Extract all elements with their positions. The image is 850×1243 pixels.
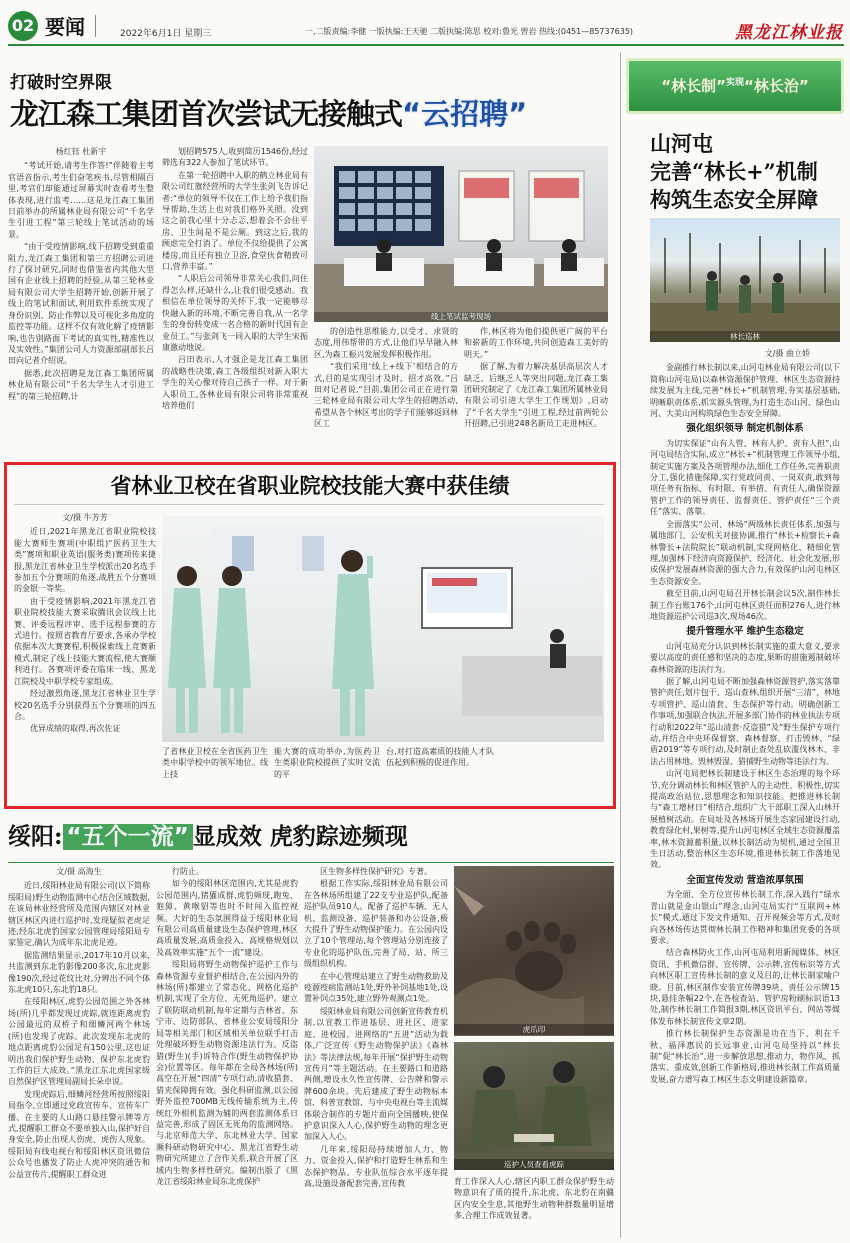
- bottom-article-col1: [8, 866, 150, 1238]
- page-number: 02: [11, 16, 35, 35]
- sidebar-paragraph: 据了解,山河屯局不断加强森林资源管护,落实落靠管护责任,划片包干、巡山查林,组织开展“三清”、林地专项管护、巡山清套、生态保护等行动。明确创新工作事项,加强联合执法,开展多部门协作的林业执法专项行动和2022年“巡山清套·反盗猎”及“野生保护专项行动,并结合中央环保督察、森林督察、打击毁林、“绿盾2019”等专项行动,及时制止查处乱砍滥伐林木、非法占用林地、毁林毁湿、猎捕野生动物等违法行为。: [650, 676, 840, 766]
- top-article-kicker: 打破时空界限: [10, 73, 112, 93]
- patrol-team-illustration: [454, 1042, 614, 1170]
- bottom-article-col2: [156, 866, 298, 1238]
- bottom-article-paragraph: 行防止。: [172, 867, 204, 876]
- top-article-paragraph: 吕田表示,人才强企是龙江森工集团的战略性决策,森工各级组织对新入职大学生的关心像对待自己孩子一样。对于新入职员工,各林业局有限公司将非常重视培养他们: [162, 355, 308, 410]
- bottom-article-paragraph: 如今的绥阳林区范围内,尤其是虎豹公园范围内,猪獾成群,虎豹频现,跑兔、狍獐、黄喉貂等也时不时闯入监控视频。大好的生态氛围得益于绥阳林业局有限公司高质量建设生态保护管理,林区高质量发展,高质金投入、高规格规划以及高效率实施“五个一流”建设。: [156, 879, 298, 957]
- bottom-article-paragraph: 在绥阳林区,虎豹公园范围之外各林场(所)几乎都发现过虎踪,就连距离虎豹公园最远的双桥子和细鳞河两个林场(所)也发现了虎踪。此次发现东北虎的地点距离虎豹公园足有150公里,这也证明出我们保护野生动物、保护东北虎豹工作的巨大成效。”黑龙江东北虎国家级自然保护区管理局副局长朵卓说。: [8, 997, 150, 1087]
- sidebar-section-heading: 强化组织领导 制定机制体系: [686, 423, 804, 435]
- mid-article-paragraph: 近日,2021年黑龙江省职业院校技能大赛师生赛项(中职组)“医药卫生大类”赛项和职业英语(服务类)赛项传来捷报,黑龙江省林业卫生学校派出20名选手参加五个分赛项的角逐,战胜五个分赛项的金银一等奖。: [14, 527, 156, 594]
- bottom-article-paragraph: 绥阳林业局有限公司创新宣传教育机制,以宣教工作进基层、进社区、进家庭、进校园、进网络的“五进”活动为载体,广泛宣传《野生动物保护法》《森林法》等法律法规,每年开展“保护野生动物宣传月”等主题活动。在主要路口和道路两侧,增设永久性宣传牌、公告牌和警示牌600余块。先后建成了野生动物标本馆、科普宣教馆、与中央电视台等主流媒体联合制作的专题片面向全国播映,使保护意识深入人心,保护野生动物的理念更加深入人心。: [304, 1006, 448, 1142]
- bottom-article-paragraph: 几年来,绥阳局持续增加人力、物力、资金投入,保护和打造野生林系和生态保护物品、专业队伍综合水平逐年提高,设施设备配套完善,宣传教: [304, 1144, 448, 1188]
- editors-line: 一,二版责编:李健 一版执编:王天驰 二版执编:陈思 校对:鲁光 曾岩 热线:(0451—85737635): [305, 27, 634, 36]
- sidebar-paragraph: 山河屯局充分认识到林长制实施的重大意义,要求要以高度的责任感和坚决的态度,果断的措施遏制破坏森林资源的违法行为。: [650, 641, 840, 674]
- top-article-paragraph: 据了解,为着力解决基层高层次人才缺乏、后继乏人等突出问题,龙江森工集团研究制定了《龙江森工集团所属林业局有限公司引进大学生工作规划》,启动了“千名大学生”引进工程,经过前两轮公开招聘,已引进248名新员工走进林区。: [464, 362, 608, 429]
- mid-article-col1: [14, 512, 156, 800]
- mid-article-byline: 文/摄 牛芳芳: [62, 513, 108, 522]
- sidebar-title-line3: 构筑生态安全屏障: [650, 187, 818, 212]
- mid-article-title: 省林业卫校在省职业院校技能大赛中获佳绩: [110, 473, 510, 498]
- sidebar-title-line1: 山河屯: [650, 131, 713, 156]
- bottom-article-paragraph: 据监测结果显示,2017年10月以来,共监测到东北豹影像200多次,东北虎影像190次,经过花纹比对,分辨出不同个体东北虎10只,东北豹18只。: [8, 950, 150, 995]
- top-article-paragraph: “人职后公司领导非常关心我们,问住得怎么样,还缺什么,让我们很受感动。我相信在单位领导的关怀下,我一定能够尽快融入新的环境,不断完善自我,从一名学生的身份转变成一名合格的新时代国有企业员工。”与张剑飞一同入职的大学生宋振康激动地说。: [162, 274, 308, 352]
- top-article-photo: [314, 146, 608, 322]
- bottom-article-paragraph: 发现虎踪后,细鳞河经营所按照绥阳局指令,立即通过党政宣传车、宣传车广播、在主要的人山路口悬挂警示牌等方式,提醒职工群众不要单独入山,保护好自身安全,防止出现人伤虎、虎伤人现象。绥阳局有线电视台和绥阳林区资讯微信公众号也播发了防止人虎冲突的通告和公益宣传片,提醒职工群众进: [8, 1089, 150, 1179]
- bottom-article-paragraph: 育工作深入人心,辖区内职工群众保护野生动物意识有了质的提升,东北虎、东北豹在南疆区内安全生息,其他野生动物种群数量明显增多,合理工作成效显著。: [454, 1177, 614, 1221]
- mid-article-photo: [162, 516, 604, 742]
- bottom-article-paragraph: 近日,绥阳林业局有限公司(以下简称绥阳局)野生动物监测中心结合区域数据,在该局林业经营所及范围内辖区对林业辖区林区内进行巡护时,发现疑似老虎足迹,经东北虎豹国家公园管理局绥阳局专家鉴定,确认为成年东北虎足迹。: [8, 881, 150, 948]
- sidebar-banner-text: [626, 75, 844, 96]
- bottom-article-title-rest: 显成效 虎豹踪迹频现: [192, 823, 408, 850]
- bottom-article-byline: 文/摄 高海生: [56, 867, 102, 876]
- top-article-col3: [314, 326, 458, 440]
- top-article-paragraph: 划招聘575人,收到简历1546份,经过筛选有322人参加了笔试环节。: [162, 147, 308, 168]
- exam-room-illustration: [314, 146, 608, 322]
- sidebar-paragraph: 全面落实“公司、林场”两级林长责任体系,加强与属地部门、公安机关对接协调,推行“林长+检察长+森林警长+法院院长”联动机制,实现网格化、精细化管理,加强林下经济向资源保护、经济化、社会化发展,形成保护发展森林资源的强大合力,有效保护山河屯林区生态资源安全。: [650, 519, 840, 586]
- sidebar-banner: [626, 58, 844, 114]
- bottom-article-photo-2-caption: 巡护人员查看虎踪: [454, 1159, 614, 1170]
- top-article-paragraph: 据悉,此次招聘是龙江森工集团所属林业局有限公司“千名大学生人才引进工程”的第三轮招聘,计: [8, 368, 154, 401]
- bottom-article-col3: [304, 866, 448, 1238]
- sidebar-photo: [650, 218, 840, 342]
- masthead-divider: [95, 15, 96, 37]
- masthead: [0, 0, 850, 46]
- sidebar-banner-left: “林长制”: [661, 77, 726, 95]
- mid-article-paragraph: 台,对打造高素质的技能人才队伍起到积极的促进作用。: [386, 747, 494, 768]
- forest-patrol-illustration: [650, 218, 840, 342]
- mid-article-paragraph: 经过激烈角逐,黑龙江省林业卫生学校20名选手分别获得五个分赛项的四五合。: [14, 689, 156, 721]
- mid-article-paragraph: 了省林业卫校在全省医药卫生类中职学校中的领军地位。线上技: [162, 747, 268, 779]
- sidebar-section-heading: 提升管理水平 维护生态稳定: [686, 626, 804, 638]
- bottom-article-title-highlight: “五个一流”: [63, 824, 193, 850]
- sidebar-paragraph: 金副推行林长制以来,山河屯林业局有限公司(以下简称山河屯局)以森林资源保护管理、林区生态资源持续发展为主线,完善“林长+”机制管理,夯实基层基础,明晰职责体系,抓实源头管理,为打造生态山河、绿色山河、大美山河构筑绿色生态安全屏障。: [650, 363, 840, 419]
- top-article-col1: [8, 146, 154, 440]
- mid-article-col4: [386, 746, 494, 800]
- masthead-rule: [8, 44, 844, 46]
- bottom-article-col4: [454, 1176, 614, 1238]
- bottom-article-photo-1: [454, 866, 614, 1036]
- top-article-title: [10, 92, 620, 133]
- mid-article-paragraph: 优异成绩的取得,再次佐证: [30, 724, 121, 734]
- bottom-article-title: [8, 818, 618, 858]
- contest-room-illustration: [162, 516, 604, 742]
- top-article-paragraph: “由于受疫情影响,线下招聘受到重重阻力,龙江森工集团和第三方招聘公司进行了探讨研究,同时也借鉴省内其他大型国有企业线上招聘的经验,从第三轮林业局有限公司大学生招聘开始,创新开展了线上的笔试和面试,利用软件系统实现了身份识别、防止作弊以及可视化多角度的监控等功能。这样不仅有效化解了疫情影响,也告别路面下考试的真实性,精准性以及实效性。”集团公司人力资源部副部长吕田向记者介绍说。: [8, 242, 154, 366]
- bottom-article-paragraph: 区生物多样性保护研究》专著。: [320, 867, 432, 876]
- bottom-article-photo-2: [454, 1042, 614, 1170]
- top-article-paragraph: 在第一轮招聘中入职的鹤立林业局有限公司红旗经营所的大学生张剑飞告诉记者:“单位的领导不仅在工作上给予我们指导帮助,生活上也对我们格外关照。没到这之前我心里十分忐忑,想着会不会住平房、卫生间是不是公厕。到这之后,我的顾虑完全打消了。单位不仅给提供了公寓楼房,而且还有独立卫浴,食堂伙食精致可口,营养丰富。”: [162, 170, 308, 272]
- section-title: 要闻: [45, 15, 85, 39]
- sidebar-banner-mid: 实: [725, 78, 735, 88]
- sidebar-title-line2: 完善“林长+”机制: [650, 159, 818, 184]
- sidebar-paragraph: 为切实保证“山有人管、林有人护、责有人担”,山河屯局结合实际,成立“林长+”机制管理工作领导小组,制定实施方案及各项管理办法,细化工作任务,完善职责分工,强化措施保障,实行党政同责、一岗双责,敢到每项任务有指标、有时限、有举措、有责任人,确保资源管护工作的领导责任、监督责任、管护责任“三个责任”落实、落靠。: [650, 438, 840, 517]
- sidebar-photo-caption: 林长巡林: [650, 331, 840, 342]
- issue-date: 2022年6月1日 星期三: [120, 29, 212, 39]
- bottom-article-paragraph: 绥阳局将野生动物保护巡护工作与森林资源专业督护相结合,在公园内外的林场(所)都建立了常态化、网格化巡护机制,实现了全方位、无死角巡护。建立了联防联动机制,每年定期与吉林省、东宁市、边防部队、省林业公安局绥阳分局等相关部门和区域相关单位联手打击处理破坏野生动物资源违法行为。反盗猎(野生)(手)诉特合作(野生动物保护协会)位置等区。每年都在全局各林场(所)高空在开展“四清”专项行动,清收猎套、猎夹保障拥有效。强化科研监测,以公园野外监控700MB无线传输系统为主,传统红外相机监测为辅的两套监测体系日益完善,形成了固区无死角的监测网络。与北京师范大学、东北林业大学、国家濒科研动物研究中心、黑龙江省野生动物研究所建立了合作关系,联合开展了区域内生物多样性研究。编制出版了《黑龙江省绥阳林业局东北虎保护: [156, 960, 298, 1186]
- sidebar-section-heading: 全面宣传发动 营造浓厚氛围: [686, 874, 804, 886]
- top-article-paragraph: 的创造性思维能力,以受才、求贤的态度,用伟帮带的方式,让他们早早融入林区,为森工振兴发展发挥积极作用。: [314, 327, 458, 359]
- top-article-paragraph: “我们采用‘线上+线下’相结合的方式,目的是实现引才及时、招才高效。”吕田对记者说,“目前,集团公司正在进行第三轮林业局有限公司大学生的招聘活动,希望从各个林区考出的学子们能够返回林区工: [314, 362, 458, 429]
- sidebar-paragraph: 结合森林防火工作,山河屯局利用新闻媒体、林区资讯、手机微信群、宣传牌、公示牌,宣传标识等方式向林区职工宣传林长制的意义及目的,让林长制家喻户晓。目前,林区制作安装宣传牌39块、责任公示牌15块,悬挂条幅22个,在各检查站、管护房粉刷标识语13处,制作林长制工作简报3期,林区资讯平台、网站等媒体发布林长制宣传文章2期。: [650, 948, 840, 1026]
- mid-article-paragraph: 由于受疫情影响,2021年黑龙江省职业院校技能大赛采取腾讯会议线上比赛、评委远程评审、选手远程参赛的方式进行。按照省教育厅要求,各承办学校依据本次大赛赛程,积极探索线上竞赛新模式,制定了线上技能大赛流程,使大赛顺利进行。各赛项评委在临床一线、黑龙江院校及中职学校专家组成。: [14, 596, 156, 686]
- top-article-photo-caption: 线上笔试监考现场: [314, 312, 608, 322]
- top-article-col4: [464, 326, 608, 440]
- bottom-article-title-rule: [8, 862, 614, 863]
- mid-article-col3: [274, 746, 380, 800]
- mid-article-title-rule: [14, 504, 604, 505]
- sidebar-paragraph: 为全面、全方位宣传林长制工作,深入践行“绿水青山就是金山银山”理念,山河屯局实行“互联网+林长”模式,通过下发文件通知、召开视频会等方式,及时向各林场传达贯彻林长制工作精神和集团党委的各项要求。: [650, 890, 840, 945]
- top-article-byline: 杨红钰 杜新宇: [55, 147, 107, 156]
- bottom-article-paragraph: 在中心管理站建立了野生动物救助及疫源疫病监测站1处,野外补饲基地1处,设置补饲点35处,建立野外观测点1处。: [304, 971, 448, 1004]
- mid-article-paragraph: 能大赛的成功举办,为医药卫生类职业院校提供了实时交流的平: [274, 747, 380, 779]
- top-article-paragraph: “考试开始,请考生作答!”伴随着主考官语音指示,考生们奋笔疾书,尽管相隔百里,考官们却能通过屏幕实时查看考生整体表现,进行监考……这是龙江森工集团日前举办的所属林业局有限公司“千名学生引进工程”第三轮线上笔试活动的场景。: [8, 161, 154, 239]
- sidebar-body: [650, 348, 840, 1238]
- sidebar-paragraph: 截至目前,山河屯局召开林长制会议5次,制作林长制工作台账176个,山河屯林区责任面积276人,进行林地资源巡护公司巡3次,现场46次。: [650, 589, 840, 621]
- sidebar-banner-mid2: 现: [735, 78, 745, 88]
- paper-logo: 黑龙江林业报: [735, 23, 843, 43]
- sidebar-paragraph: 推行林长制保护生态资源是功在当下、利在千秋、福泽惠民的长远事业,山河屯局坚持以“林长制”促“林长治”,进一步解放思想,推动力、物作风、抓落实、重成效,创新工作新格局,推进林长制工作高质量发展,奋力谱写森工林区生态文明建设新篇章。: [650, 1029, 840, 1084]
- top-article-title-main: 龙江森工集团首次尝试无接触式: [10, 97, 403, 131]
- top-article-paragraph: 作,林区将为他们提供更广阔的平台和崭新的工作环境,共同创造森工美好的明天。”: [464, 327, 608, 359]
- tiger-pawprint-illustration: [454, 866, 614, 1036]
- bottom-article-photo-1-caption: 虎爪印: [454, 1024, 614, 1035]
- sidebar-divider: [620, 52, 621, 1238]
- sidebar-byline: 文/摄 曲立娇: [764, 349, 810, 358]
- sidebar-banner-right: “林长治”: [744, 77, 809, 95]
- bottom-article-title-prefix: 绥阳:: [8, 823, 63, 850]
- top-article-title-highlight: “云招聘”: [402, 97, 528, 131]
- top-article-col2: [162, 146, 308, 440]
- mid-article-col2: [162, 746, 268, 800]
- sidebar-paragraph: 山河屯局把林长制建设于林区生态治理的每个环节,充分调动林长和林区管护人的主动性、积极性,切实提高政治站位,思想理念和知识技能。把推进林长制与“森工增材日”相结合,组织广大干部职工深入山林开展植树活动。在局址及各林场开展生态家园建设行动,教育绿化村,果树等,提升山河屯林区全域生态资源覆盖率,林木资源蓄积量,以林长制活动为契机,通过全国卫生日活动,整治林区生态环境,推进林长制工作落地见效。: [650, 769, 840, 870]
- bottom-article-paragraph: 根据工作实际,绥阳林业局有限公司在各林场所组建了22支专业巡护队,配备巡护队员910人。配备了巡护车辆、无人机、监测设备、巡护装备和办公设备,极大提升了野生动物保护能力。在公园内设立了10个管理站,每个管理站分别连接了专业化的巡护队伍,完善了局、站、所三级组织机构。: [304, 879, 448, 969]
